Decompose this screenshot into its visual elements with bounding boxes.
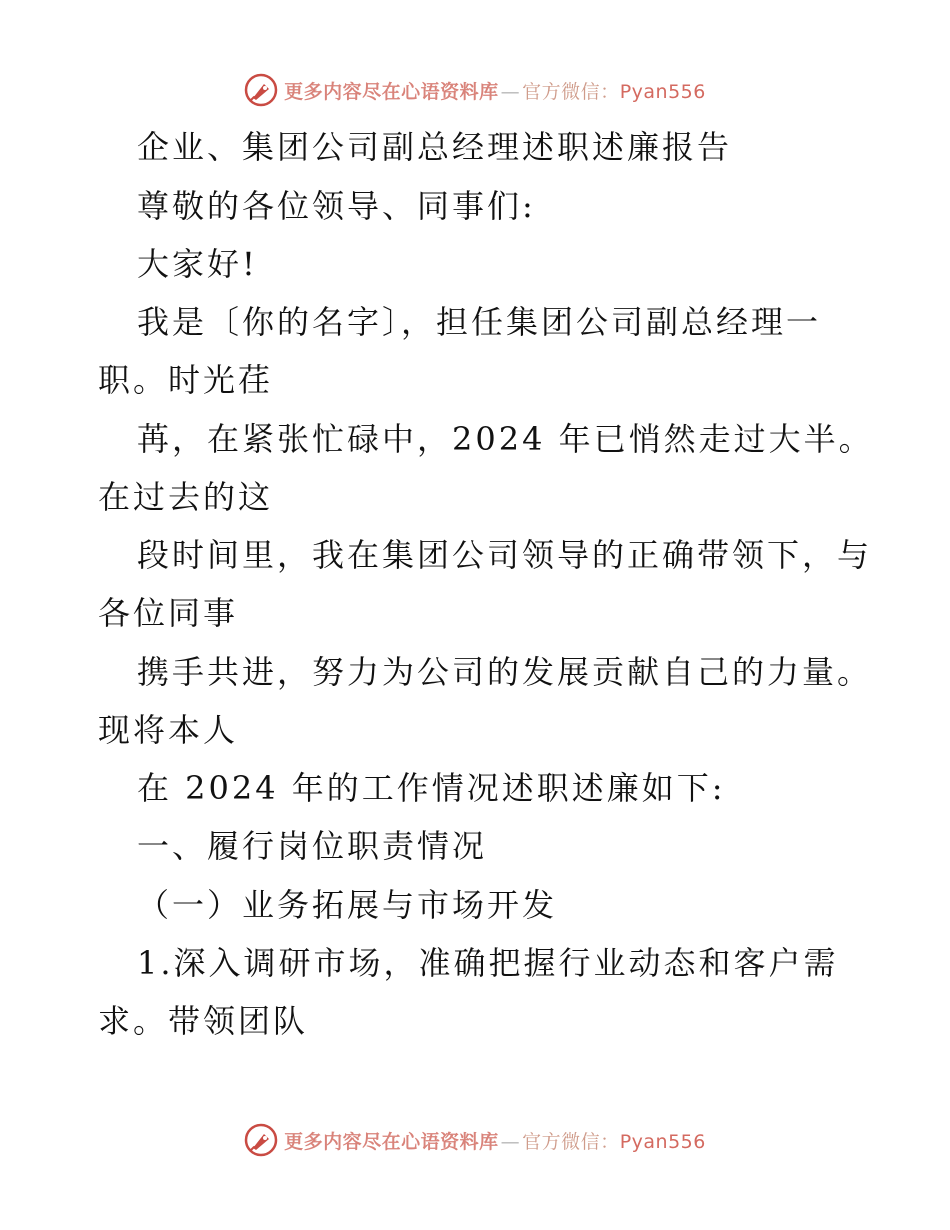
paragraph-line: 携手共进，努力为公司的发展贡献自己的力量。: [137, 653, 873, 691]
watermark-separator: —: [500, 1130, 521, 1153]
section-heading: 一、履行岗位职责情况: [137, 827, 488, 865]
paragraph-line: 苒，在紧张忙碌中，2024 年已悄然走过大半。: [137, 420, 874, 458]
watermark-main: 更多内容尽在心语资料库: [284, 1130, 499, 1153]
footer-watermark: [0, 1120, 950, 1160]
watermark-wechat-id: Pyan556: [619, 80, 706, 103]
paragraph-line: 在 2024 年的工作情况述职述廉如下:: [137, 769, 726, 807]
paragraph-line: 各位同事: [98, 594, 239, 632]
paragraph-line: 求。带领团队: [98, 1002, 309, 1040]
subsection-heading: （一）业务拓展与市场开发: [137, 886, 558, 924]
watermark-separator: —: [500, 80, 521, 103]
paragraph-line: 段时间里，我在集团公司领导的正确带领下，与: [137, 536, 873, 574]
salutation: 尊敬的各位领导、同事们:: [137, 187, 536, 225]
paragraph-line: 现将本人: [98, 711, 239, 749]
paragraph-line: 我是〔你的名字〕，担任集团公司副总经理一: [137, 303, 822, 341]
watermark-label: 官方微信：: [522, 80, 620, 103]
header-watermark: [0, 70, 950, 110]
pen-nib-logo-icon: [244, 1123, 278, 1157]
paragraph-line: 在过去的这: [98, 478, 274, 516]
list-item: 1.深入调研市场，准确把握行业动态和客户需: [137, 944, 839, 982]
document-title: 企业、集团公司副总经理述职述廉报告: [137, 128, 733, 166]
watermark-text: [284, 77, 706, 104]
watermark-main: 更多内容尽在心语资料库: [284, 80, 499, 103]
watermark-text: [284, 1127, 706, 1154]
pen-nib-logo-icon: [244, 73, 278, 107]
paragraph-line: 职。时光荏: [98, 361, 274, 399]
watermark-wechat-id: Pyan556: [619, 1130, 706, 1153]
greeting: 大家好!: [137, 245, 258, 283]
watermark-label: 官方微信：: [522, 1130, 620, 1153]
